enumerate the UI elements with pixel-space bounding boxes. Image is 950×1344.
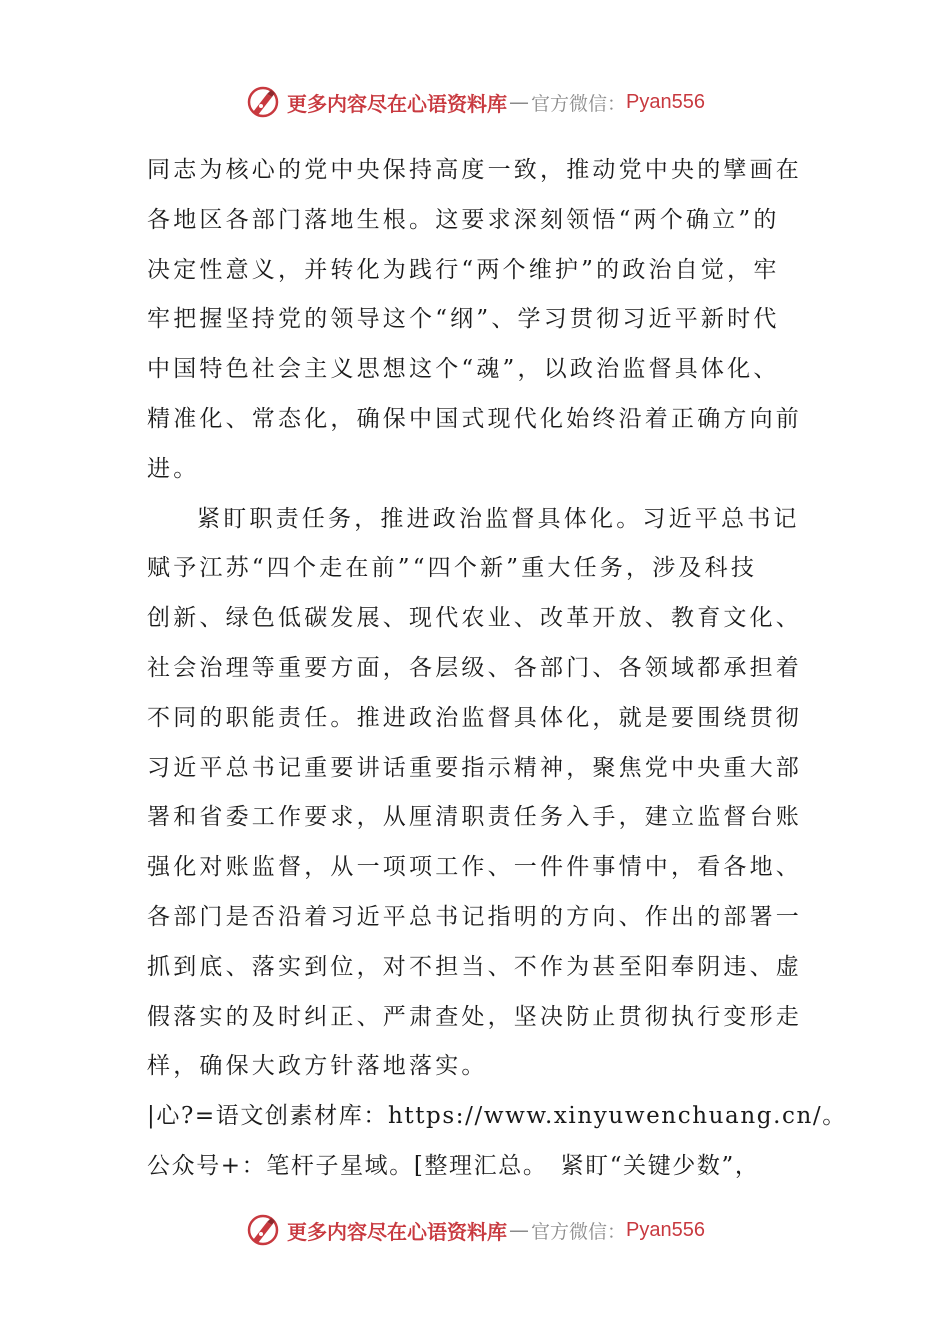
text-line: 中国特色社会主义思想这个“魂”，以政治监督具体化、 [147,356,780,383]
banner-wechat-id: Pyan556 [626,1218,705,1241]
text-line: 社会治理等重要方面，各层级、各部门、各领域都承担着 [147,654,802,681]
pen-nib-logo-icon [245,84,281,120]
text-line: 样，确保大政方针落地落实。 [147,1053,488,1080]
paragraph-start-line: 紧盯职责任务，推进政治监督具体化。习近平总书记 [197,505,800,532]
text-line: 决定性意义，并转化为践行“两个维护”的政治自觉，牢 [147,256,780,283]
text-line: 不同的职能责任。推进政治监督具体化，就是要围绕贯彻 [147,704,802,731]
banner-official-label: 官方微信： [531,1220,627,1243]
text-line: 同志为核心的党中央保持高度一致，推动党中央的擘画在 [147,157,802,183]
banner-brand-text: 更多内容尽在心语资料库 [287,1219,507,1244]
text-line: 抓到底、落实到位，对不担当、不作为甚至阳奉阴违、虚 [147,953,802,980]
pen-nib-logo-icon [245,1212,281,1248]
text-line: 各部门是否沿着习近平总书记指明的方向、作出的部署一 [147,903,802,930]
banner-brand-text: 更多内容尽在心语资料库 [287,91,507,116]
text-line: 创新、绿色低碳发展、现代农业、改革开放、教育文化、 [147,605,802,632]
banner-official-label: 官方微信： [531,92,627,115]
header-banner [0,82,950,122]
text-line: 精准化、常态化，确保中国式现代化始终沿着正确方向前 [147,405,802,432]
text-line: 牢把握坚持党的领导这个“纲”、学习贯彻习近平新时代 [147,306,780,333]
text-line: 各地区各部门落地生根。这要求深刻领悟“两个确立”的 [147,206,780,233]
banner-dash: — [509,1218,529,1242]
footer-banner [0,1210,950,1250]
source-note-line: 公众号+：笔杆子星域。[整理汇总。 紧盯“关键少数”， [147,1152,760,1179]
document-body [147,146,847,1192]
text-line: 赋予江苏“四个走在前”“四个新”重大任务，涉及科技 [147,555,758,582]
text-line: 习近平总书记重要讲话重要指示精神，聚焦党中央重大部 [147,754,802,781]
source-note-line: |心?=语文创素材库：https://www.xinyuwenchuang.cn/。 [147,1103,847,1130]
text-line: 进。 [147,455,200,482]
text-line: 强化对账监督，从一项项工作、一件件事情中，看各地、 [147,854,802,881]
banner-dash: — [509,90,529,114]
text-line: 假落实的及时纠正、严肃查处，坚决防止贯彻执行变形走 [147,1003,802,1030]
banner-wechat-id: Pyan556 [626,90,705,113]
text-line: 署和省委工作要求，从厘清职责任务入手，建立监督台账 [147,804,802,831]
